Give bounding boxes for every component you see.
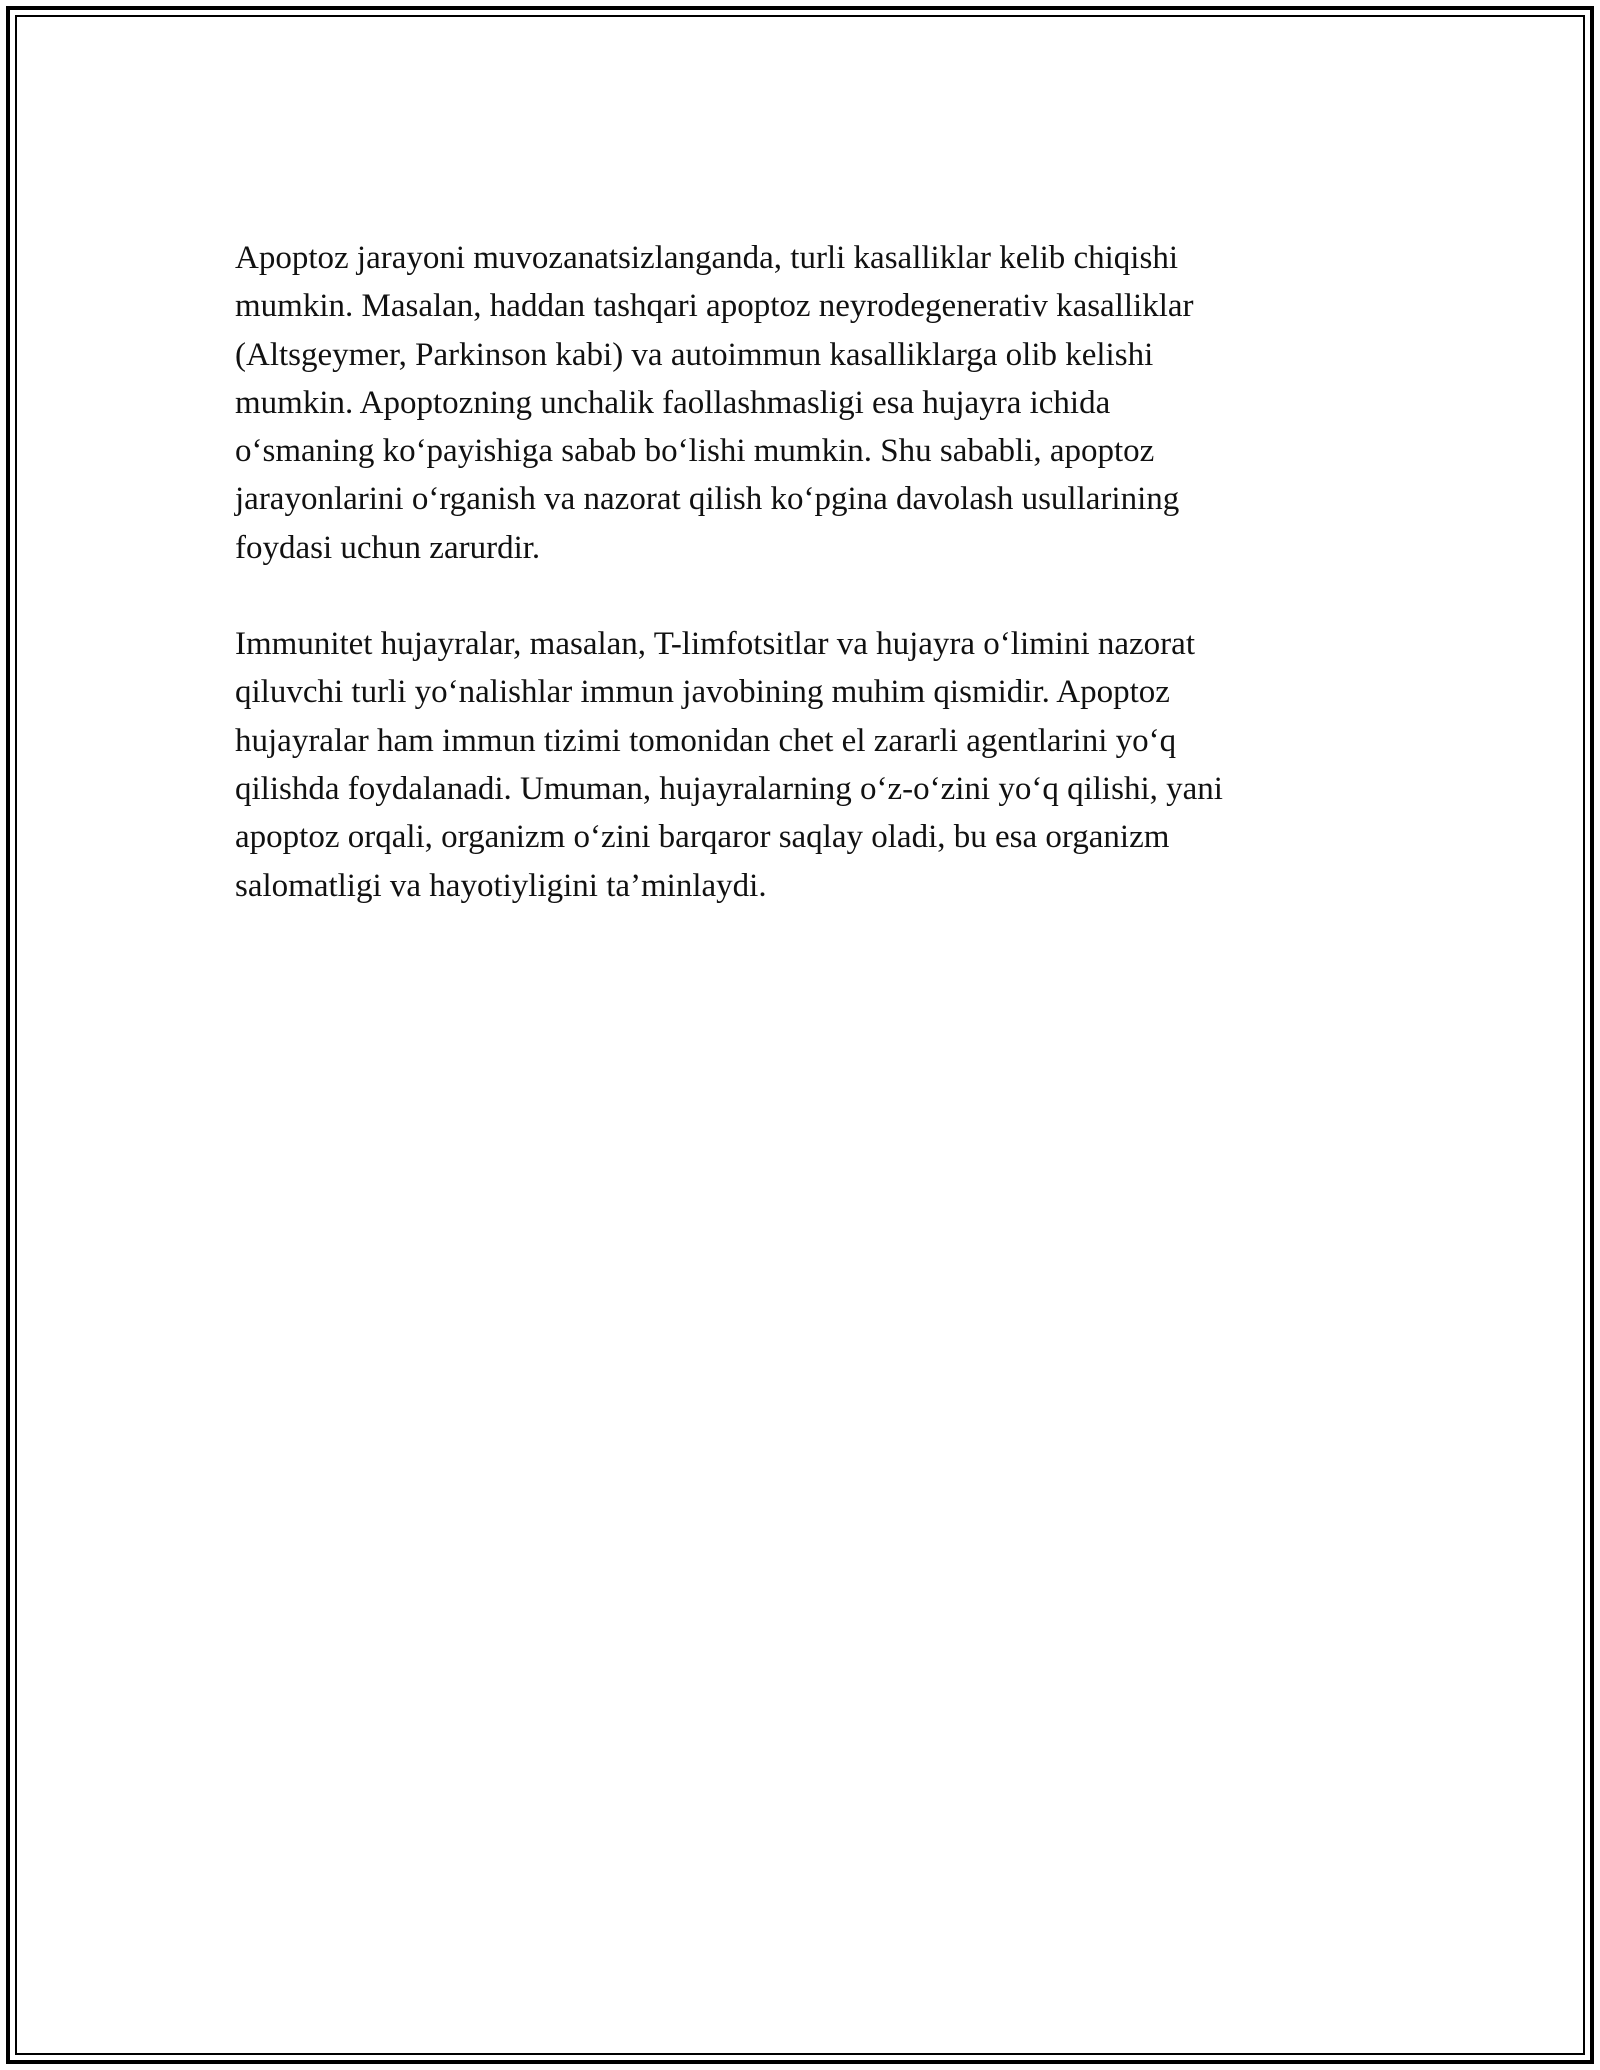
paragraph-line: hujayralar ham immun tizimi tomonidan chet el zararli agentlarini yo‘q bbox=[235, 722, 1177, 759]
paragraph-line: (Altsgeymer, Parkinson kabi) va autoimmun kasalliklarga olib kelishi bbox=[235, 336, 1154, 373]
paragraph-line: jarayonlarini o‘rganish va nazorat qilish ko‘pgina davolash usullarining bbox=[235, 481, 1180, 518]
paragraph-line: qiluvchi turli yo‘nalishlar immun javobining muhim qismidir. Apoptoz bbox=[235, 674, 1170, 711]
paragraph-line: salomatligi va hayotiyligini ta’minlaydi. bbox=[235, 867, 767, 904]
document-body bbox=[235, 234, 1365, 910]
paragraph-1 bbox=[235, 234, 1365, 572]
paragraph-line: mumkin. Masalan, haddan tashqari apoptoz neyrodegenerativ kasalliklar bbox=[235, 288, 1194, 325]
paragraph-2 bbox=[235, 620, 1365, 910]
paragraph-line: Apoptoz jarayoni muvozanatsizlanganda, turli kasalliklar kelib chiqishi bbox=[235, 240, 1178, 276]
paragraph-line: o‘smaning ko‘payishiga sabab bo‘lishi mumkin. Shu sababli, apoptoz bbox=[235, 433, 1155, 470]
paragraph-line: apoptoz orqali, organizm o‘zini barqaror saqlay oladi, bu esa organizm bbox=[235, 819, 1170, 856]
paragraph-line: foydasi uchun zarurdir. bbox=[235, 529, 541, 566]
paragraph-line: qilishda foydalanadi. Umuman, hujayralarning o‘z-o‘zini yo‘q qilishi, yani bbox=[235, 770, 1223, 807]
paragraph-line: Immunitet hujayralar, masalan, T-limfotsitlar va hujayra o‘limini nazorat bbox=[235, 626, 1195, 663]
paragraph-line: mumkin. Apoptozning unchalik faollashmasligi esa hujayra ichida bbox=[235, 384, 1111, 421]
